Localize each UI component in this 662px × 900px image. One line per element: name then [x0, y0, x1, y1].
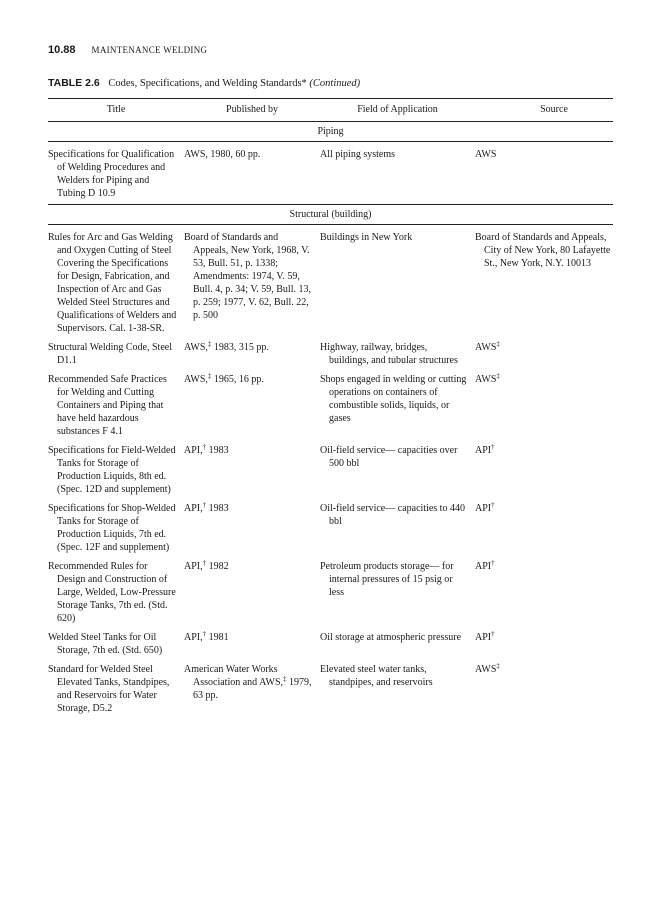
- cell-published: [184, 631, 320, 644]
- source-footnote-mark: ‡: [496, 662, 500, 670]
- cell-field: Oil-field service— capacities over 500 bbl: [320, 445, 458, 469]
- source-text: Board of Standards and Appeals, City of New York, 80 Lafayette St., New York, N.Y. 10013: [475, 232, 611, 269]
- table-header-row: [48, 99, 613, 122]
- published-text-rest: 1983, 315 pp.: [211, 342, 269, 353]
- cell-source: [475, 148, 613, 161]
- published-footnote-mark: †: [202, 559, 207, 567]
- cell-published: [184, 148, 320, 161]
- published-text: API,: [184, 445, 203, 456]
- table-row: [48, 657, 613, 719]
- cell-title: Welded Steel Tanks for Oil Storage, 7th ed. (Std. 650): [48, 632, 163, 656]
- column-header-title: Title: [48, 99, 184, 122]
- table-caption-text: Codes, Specifications, and Welding Standards*: [108, 78, 307, 89]
- table-caption: [48, 77, 613, 90]
- source-footnote-mark: †: [491, 443, 495, 451]
- published-text: Board of Standards and Appeals, New York, 1968, V. 53, Bull. 51, p. 1338; Amendments: 1974, V. 59, Bull. 4, p. 34; V. 59, Bull. 13, p. 259; 1977, V. 62, Bull. 22, p. 500: [184, 232, 311, 321]
- cell-published: [184, 341, 320, 354]
- published-text: American Water Works Association and AWS,: [184, 664, 284, 688]
- table-row: [48, 367, 613, 438]
- column-header-field: Field of Application: [320, 99, 475, 122]
- published-text: API,: [184, 561, 203, 572]
- source-text: API: [475, 445, 492, 456]
- published-footnote-mark: †: [202, 443, 207, 451]
- cell-title: Recommended Safe Practices for Welding and Cutting Containers and Piping that have held hazardous substances F 4.1: [48, 374, 167, 437]
- published-footnote-mark: ‡: [207, 340, 212, 348]
- published-text: API,: [184, 632, 203, 643]
- column-header-source: Source: [475, 99, 613, 122]
- cell-published: [184, 502, 320, 515]
- cell-title: Recommended Rules for Design and Construction of Large, Welded, Low-Pressure Storage Tanks, 7th ed. (Std. 620): [48, 561, 176, 624]
- source-text: API: [475, 632, 492, 643]
- cell-source: [475, 231, 613, 270]
- source-footnote-mark: †: [491, 630, 495, 638]
- table-row: [48, 225, 613, 336]
- table-row: [48, 142, 613, 205]
- published-text-rest: 1983: [206, 445, 229, 456]
- page-number: 10.88: [48, 44, 76, 56]
- published-text-rest: 1982: [206, 561, 229, 572]
- cell-title: Structural Welding Code, Steel D1.1: [48, 342, 172, 366]
- source-footnote-mark: ‡: [496, 340, 500, 348]
- cell-field: Buildings in New York: [320, 232, 413, 243]
- table-row: [48, 496, 613, 554]
- published-text-rest: 1983: [206, 503, 229, 514]
- table-row: [48, 335, 613, 367]
- page: [48, 44, 613, 719]
- cell-published: [184, 444, 320, 457]
- published-footnote-mark: †: [202, 630, 207, 638]
- source-text: API: [475, 561, 492, 572]
- published-text-rest: 1981: [206, 632, 229, 643]
- published-footnote-mark: ‡: [283, 675, 287, 683]
- published-text: AWS,: [184, 374, 208, 385]
- table-row: [48, 625, 613, 657]
- cell-field: Highway, railway, bridges, buildings, and tubular structures: [320, 342, 458, 366]
- cell-title: Specifications for Shop-Welded Tanks for Storage of Production Liquids, 7th ed. (Spec. 12F and supplement): [48, 503, 176, 553]
- source-text: AWS: [475, 342, 497, 353]
- cell-source: [475, 631, 613, 644]
- cell-title: Specifications for Field-Welded Tanks for Storage of Production Liquids, 8th ed. (Spec. 12D and supplement): [48, 445, 176, 495]
- source-footnote-mark: †: [491, 559, 495, 567]
- cell-published: [184, 663, 320, 702]
- column-header-published: Published by: [184, 99, 320, 122]
- source-text: AWS: [475, 664, 497, 675]
- running-title: MAINTENANCE WELDING: [91, 45, 208, 55]
- cell-title: Specifications for Qualification of Welding Procedures and Welders for Piping and Tubing D 10.9: [48, 149, 175, 199]
- cell-field: Petroleum products storage— for internal pressures of 15 psig or less: [320, 561, 454, 598]
- cell-source: [475, 373, 613, 386]
- cell-published: [184, 560, 320, 573]
- running-head: [48, 44, 613, 58]
- published-text: AWS, 1980, 60 pp.: [184, 149, 261, 160]
- standards-table: [48, 98, 613, 719]
- published-text-rest: 1979, 63 pp.: [193, 677, 312, 701]
- cell-source: [475, 502, 613, 515]
- cell-field: Elevated steel water tanks, standpipes, and reservoirs: [320, 664, 433, 688]
- section-header-row: [48, 122, 613, 142]
- published-footnote-mark: †: [202, 501, 207, 509]
- cell-source: [475, 663, 613, 676]
- published-text: API,: [184, 503, 203, 514]
- source-text: AWS: [475, 374, 497, 385]
- cell-field: All piping systems: [320, 149, 396, 160]
- source-text: AWS: [475, 149, 497, 160]
- source-text: API: [475, 503, 492, 514]
- source-footnote-mark: †: [491, 501, 495, 509]
- cell-source: [475, 444, 613, 457]
- published-footnote-mark: ‡: [207, 372, 212, 380]
- table-row: [48, 554, 613, 625]
- cell-field: Shops engaged in welding or cutting operations on containers of combustible solids, liquids, or gases: [320, 374, 467, 424]
- cell-title: Standard for Welded Steel Elevated Tanks, Standpipes, and Reservoirs for Water Storage, D5.2: [48, 664, 170, 714]
- section-title: Structural (building): [48, 205, 613, 225]
- cell-published: [184, 373, 320, 386]
- cell-field: Oil storage at atmospheric pressure: [320, 632, 462, 643]
- source-footnote-mark: ‡: [496, 372, 500, 380]
- cell-title: Rules for Arc and Gas Welding and Oxygen Cutting of Steel Covering the Specifications for Design, Fabrication, and Inspection of Arc and Gas Welded Steel Structures and Qualifications of Welders and Supervisors. Cal. 1-38-SR.: [48, 232, 177, 334]
- table-body: [48, 122, 613, 720]
- section-title: Piping: [48, 122, 613, 142]
- cell-source: [475, 560, 613, 573]
- table-row: [48, 438, 613, 496]
- cell-source: [475, 341, 613, 354]
- published-text: AWS,: [184, 342, 208, 353]
- cell-published: [184, 231, 320, 322]
- cell-field: Oil-field service— capacities to 440 bbl: [320, 503, 465, 527]
- section-header-row: [48, 205, 613, 225]
- table-continued: (Continued): [309, 78, 361, 89]
- table-label: TABLE 2.6: [48, 77, 100, 89]
- published-text-rest: 1965, 16 pp.: [211, 374, 264, 385]
